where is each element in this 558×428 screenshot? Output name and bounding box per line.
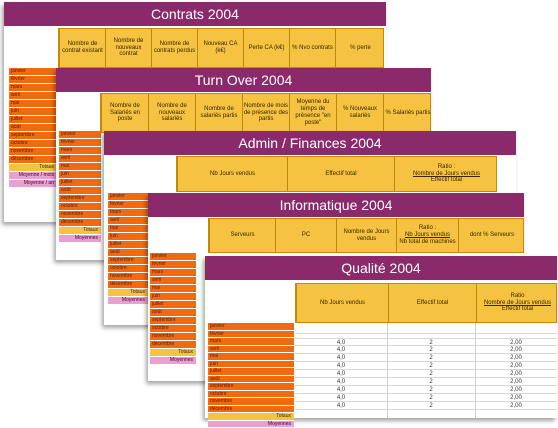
table-cell[interactable]: 2 <box>387 378 475 385</box>
month-label: mai <box>108 225 148 233</box>
month-label: juillet <box>9 116 57 124</box>
column-header: Nombre de contrat existant <box>59 29 105 67</box>
ratio-label: Ratio : <box>419 225 436 232</box>
column-header: % Nouveaux salariés <box>336 94 383 132</box>
moyenne-an-label: Moyenne / an <box>9 180 57 188</box>
moyenne-mois-label: Moyenne / mois <box>9 172 57 180</box>
month-label: mai <box>150 285 196 293</box>
month-label: mars <box>208 338 294 346</box>
table-row[interactable] <box>295 386 557 394</box>
table-row[interactable] <box>295 378 557 386</box>
totals-label: Totaux <box>150 349 196 357</box>
table-cell[interactable]: 2,00 <box>475 362 557 369</box>
table-cell[interactable]: 4,0 <box>295 378 387 385</box>
sheet-title: Informatique 2004 <box>148 193 524 217</box>
month-list <box>9 68 57 188</box>
table-row[interactable] <box>295 354 557 362</box>
table-row[interactable] <box>295 323 557 334</box>
month-label: octobre <box>9 140 57 148</box>
table-cell[interactable]: 4,0 <box>295 346 387 353</box>
totals-label: Totaux <box>59 227 101 235</box>
table-cell[interactable]: 2,00 <box>475 394 557 401</box>
column-header: Effectif total <box>287 157 394 191</box>
column-header: Nombre de salariés partis <box>195 94 242 132</box>
month-label: octobre <box>59 203 101 211</box>
table-cell[interactable]: 2 <box>387 362 475 369</box>
table-row[interactable] <box>295 339 557 346</box>
table-cell[interactable]: 4,0 <box>295 339 387 345</box>
table-row[interactable] <box>295 362 557 370</box>
sheet-title: Turn Over 2004 <box>56 68 431 92</box>
month-label: juin <box>59 171 101 179</box>
month-label: septembre <box>108 257 148 265</box>
month-label: décembre <box>208 406 294 414</box>
month-label: avril <box>108 217 148 225</box>
table-cell[interactable]: 2,00 <box>475 386 557 393</box>
column-header: Nombre de contrats perdus <box>151 29 197 67</box>
month-label: septembre <box>59 195 101 203</box>
month-label: novembre <box>59 211 101 219</box>
table-cell[interactable]: 2,00 <box>475 339 557 345</box>
column-header: Nombre de Jours vendus <box>336 219 396 252</box>
column-header: Effectif total <box>388 284 476 322</box>
table-cell[interactable]: 2,00 <box>475 402 557 409</box>
month-label: juillet <box>208 368 294 376</box>
table-cell[interactable]: 2,00 <box>475 370 557 377</box>
month-label: février <box>9 76 57 84</box>
month-label: mai <box>9 100 57 108</box>
month-label: avril <box>59 155 101 163</box>
column-header: Nombre de nouveaux salariés <box>148 94 195 132</box>
month-label: avril <box>9 92 57 100</box>
column-header-row <box>208 218 524 253</box>
column-header: Nb Jours vendus <box>177 157 287 191</box>
month-label: mai <box>208 353 294 361</box>
table-cell[interactable]: 4,0 <box>295 394 387 401</box>
month-label: août <box>208 376 294 384</box>
month-label: décembre <box>59 219 101 227</box>
table-cell[interactable]: 2,00 <box>475 378 557 385</box>
month-label: février <box>208 331 294 339</box>
sheet-qualite[interactable] <box>205 256 557 418</box>
table-cell[interactable]: 2,00 <box>475 346 557 353</box>
table-cell[interactable]: 4,0 <box>295 386 387 393</box>
column-header: dont % Serveurs <box>458 219 525 252</box>
moyenne-label: Moyennes <box>59 235 101 243</box>
month-label: janvier <box>208 323 294 331</box>
totals-label: Totaux <box>108 289 148 297</box>
totals-label: Totaux <box>9 164 57 172</box>
month-label: mars <box>9 84 57 92</box>
table-row[interactable] <box>295 370 557 378</box>
column-header: Nb Jours vendus <box>296 284 388 322</box>
column-header: Nombre de mois de présence des partis <box>242 94 289 132</box>
column-header-row <box>100 93 431 133</box>
table-cell[interactable]: 4,0 <box>295 370 387 377</box>
month-label: octobre <box>150 325 196 333</box>
month-label: novembre <box>150 333 196 341</box>
sheet-title: Admin / Finances 2004 <box>104 131 516 155</box>
moyenne-label: Moyennes <box>150 357 196 365</box>
month-list <box>208 323 294 428</box>
month-label: janvier <box>150 253 196 261</box>
table-row[interactable] <box>295 394 557 402</box>
column-header-row <box>58 28 384 68</box>
ratio-denominator: Effectif total <box>502 306 533 313</box>
totals-label: Totaux <box>208 413 294 421</box>
month-label: novembre <box>108 273 148 281</box>
ratio-label: Ratio : <box>438 164 455 171</box>
column-header-row <box>176 156 497 192</box>
month-label: novembre <box>9 148 57 156</box>
month-label: septembre <box>9 132 57 140</box>
ratio-denominator: Effectif total <box>431 177 462 184</box>
month-label: février <box>150 261 196 269</box>
month-label: août <box>150 309 196 317</box>
table-cell[interactable]: 2 <box>387 386 475 393</box>
month-label: janvier <box>59 131 101 139</box>
month-list <box>59 131 101 243</box>
table-cell[interactable]: 4,0 <box>295 402 387 409</box>
month-label: août <box>59 187 101 195</box>
ratio-header <box>396 219 458 252</box>
table-cell[interactable]: 2 <box>387 394 475 401</box>
month-list <box>108 193 148 305</box>
month-label: février <box>108 201 148 209</box>
column-header: PC <box>275 219 336 252</box>
column-header: Nombre de Salariés en poste <box>101 94 148 132</box>
month-label: octobre <box>108 265 148 273</box>
moyenne-label: Moyennes <box>108 297 148 305</box>
month-label: décembre <box>108 281 148 289</box>
month-label: mars <box>108 209 148 217</box>
column-header: Serveurs <box>209 219 275 252</box>
month-label: avril <box>150 277 196 285</box>
month-label: mars <box>59 147 101 155</box>
table-cell[interactable]: 2 <box>387 402 475 409</box>
table-cell[interactable]: 2 <box>387 346 475 353</box>
ratio-formula: Nombre de Jours vendus <box>484 300 551 307</box>
table-cell[interactable]: 2,00 <box>475 354 557 361</box>
ratio-header <box>394 157 498 191</box>
month-label: juin <box>208 361 294 369</box>
table-cell[interactable]: 4,0 <box>295 362 387 369</box>
month-list <box>150 253 196 365</box>
month-label: janvier <box>9 68 57 76</box>
ratio-formula: Nombre de Jours vendus <box>413 171 480 178</box>
column-header: % Nvo contrats <box>289 29 335 67</box>
column-header: Perte CA (k€) <box>243 29 289 67</box>
table-cell[interactable]: 2 <box>387 354 475 361</box>
sheet-title: Qualité 2004 <box>205 256 557 280</box>
data-grid <box>295 323 557 418</box>
column-header-row <box>295 283 557 323</box>
column-header: Moyenne du temps de présence "en poste" <box>289 94 336 132</box>
table-cell[interactable]: 2 <box>387 339 475 345</box>
table-row[interactable] <box>295 402 557 410</box>
table-cell[interactable]: 4,0 <box>295 354 387 361</box>
ratio-denominator: Nb total de machines <box>399 239 455 246</box>
month-label: janvier <box>108 193 148 201</box>
month-label: juin <box>9 108 57 116</box>
ratio-header <box>476 284 558 322</box>
month-label: septembre <box>208 383 294 391</box>
month-label: juillet <box>59 179 101 187</box>
ratio-formula: Nb Jours vendus <box>405 232 450 239</box>
month-label: août <box>108 249 148 257</box>
month-label: juillet <box>150 301 196 309</box>
moyenne-label: Moyennes <box>208 421 294 428</box>
month-label: septembre <box>150 317 196 325</box>
month-label: août <box>9 124 57 132</box>
column-header: Nombre de nouveaux contrat <box>105 29 151 67</box>
column-header: % Salariés partis <box>383 94 432 132</box>
column-header: Nouveau CA (k€) <box>197 29 243 67</box>
ratio-label: Ratio <box>510 293 524 300</box>
month-label: octobre <box>208 391 294 399</box>
month-label: novembre <box>208 398 294 406</box>
month-label: décembre <box>9 156 57 164</box>
month-label: avril <box>208 346 294 354</box>
table-cell[interactable]: 2 <box>387 370 475 377</box>
month-label: juin <box>150 293 196 301</box>
sheet-title: Contrats 2004 <box>4 2 386 26</box>
table-row[interactable] <box>295 346 557 354</box>
month-label: février <box>59 139 101 147</box>
month-label: mars <box>150 269 196 277</box>
column-header: % perte <box>335 29 385 67</box>
month-label: juin <box>108 233 148 241</box>
month-label: juillet <box>108 241 148 249</box>
month-label: décembre <box>150 341 196 349</box>
month-label: mai <box>59 163 101 171</box>
